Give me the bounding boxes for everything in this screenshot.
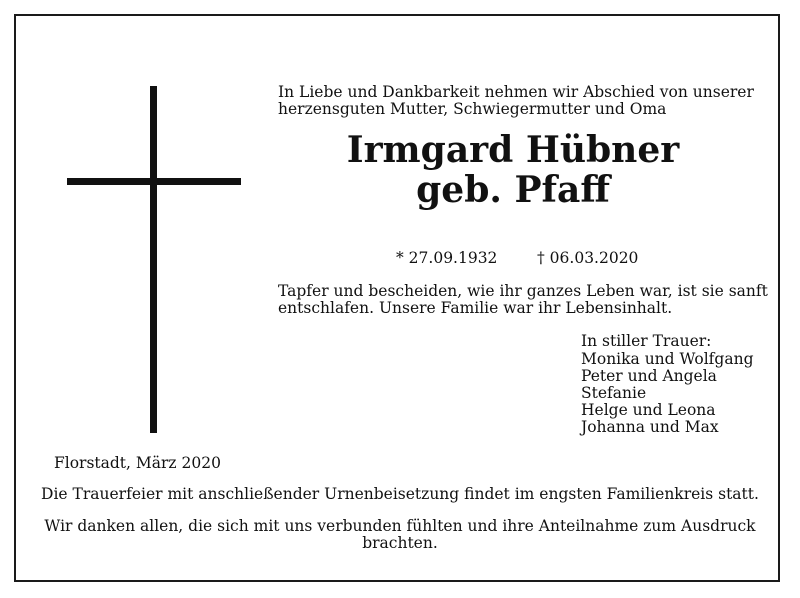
tribute-text: [278, 283, 768, 317]
mourner: Peter und Angela: [581, 367, 717, 385]
deceased-name: Irmgard Hübner: [346, 129, 680, 171]
mourners-list: [581, 351, 754, 436]
thanks-note: [40, 518, 760, 552]
cross-horizontal-bar: [67, 178, 241, 185]
tribute-line: entschlafen. Unsere Familie war ihr Lebensinhalt.: [278, 299, 673, 317]
death-date: † 06.03.2020: [537, 249, 639, 267]
mourning-heading: In stiller Trauer:: [581, 332, 712, 350]
thanks-line: Wir danken allen, die sich mit uns verbunden fühlten und ihre Anteilnahme zum Ausdruck: [44, 517, 756, 535]
intro-text: [278, 84, 754, 118]
ceremony-note: Die Trauerfeier mit anschließender Urnenbeisetzung findet im engsten Familienkreis statt.: [41, 485, 759, 503]
place-date: Florstadt, März 2020: [54, 454, 221, 472]
mourner: Johanna und Max: [581, 418, 719, 436]
mourner: Helge und Leona: [581, 401, 716, 419]
birth-date: * 27.09.1932: [396, 249, 498, 267]
mourner: Stefanie: [581, 384, 647, 402]
tribute-line: Tapfer und bescheiden, wie ihr ganzes Leben war, ist sie sanft: [278, 282, 768, 300]
mourner: Monika und Wolfgang: [581, 350, 754, 368]
thanks-line: brachten.: [362, 534, 438, 552]
maiden-name: geb. Pfaff: [416, 169, 610, 211]
cross-vertical-bar: [150, 86, 157, 433]
intro-line: herzensguten Mutter, Schwiegermutter und Oma: [278, 100, 667, 118]
intro-line: In Liebe und Dankbarkeit nehmen wir Abschied von unserer: [278, 83, 754, 101]
